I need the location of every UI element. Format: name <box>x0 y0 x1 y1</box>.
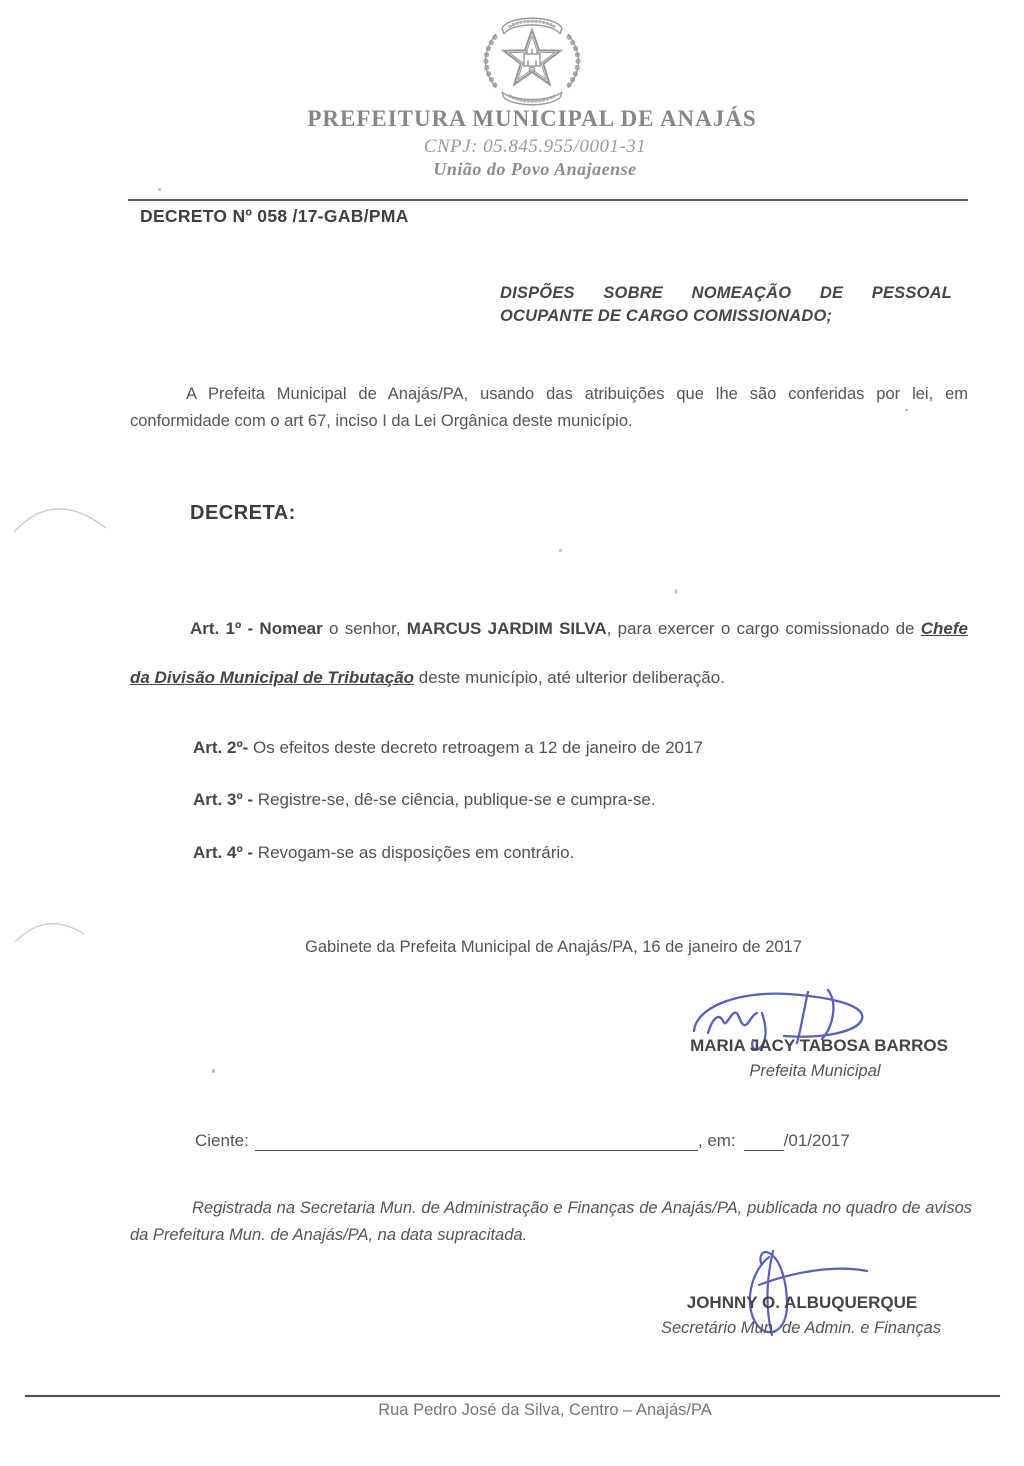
article-3-text: Registre-se, dê-se ciência, publique-se e cumpra-se. <box>253 790 656 809</box>
scan-noise-dot <box>905 409 908 411</box>
article-1 <box>130 604 968 702</box>
decree-number: DECRETO Nº 058 /17-GAB/PMA <box>140 206 409 226</box>
org-motto: União do Povo Anajaense <box>433 159 637 179</box>
acknowledgment-line <box>195 1131 850 1151</box>
article-1-label: Art. 1º - Nomear <box>190 619 323 638</box>
appointed-position: Chefe da Divisão Municipal de Tributação <box>130 619 968 687</box>
appointee-name: MARCUS JARDIM SILVA <box>406 619 607 638</box>
secretary-signature-title: Secretário Mun. de Admin. e Finanças <box>660 1319 942 1337</box>
article-2 <box>193 738 703 758</box>
ciente-date-suffix: /01/2017 <box>783 1131 850 1150</box>
footer-divider <box>25 1395 1000 1397</box>
article-1-pre: o senhor, <box>322 619 407 638</box>
footer-address: Rua Pedro José da Silva, Centro – Anajás/PA <box>378 1401 712 1419</box>
article-1-post: deste município, até ulterior deliberação. <box>414 668 725 687</box>
decree-subject: DISPÕES SOBRE NOMEAÇÃO DE PESSOAL OCUPANTE DE CARGO COMISSIONADO; <box>500 284 952 325</box>
secretary-signature-name: JOHNNY O. ALBUQUERQUE <box>686 1293 918 1312</box>
scan-artifact-arc <box>12 906 90 946</box>
ciente-label: Ciente: <box>195 1131 249 1150</box>
preamble: A Prefeita Municipal de Anajás/PA, usando das atribuições que lhe são conferidas por lei, em conformidade com o art 67, inciso I da Lei Orgânica deste município. <box>130 385 968 430</box>
header-divider <box>128 199 968 201</box>
article-1-mid: , para exercer o cargo comissionado de <box>606 619 921 638</box>
article-3-label: Art. 3º - <box>193 790 254 809</box>
article-4-label: Art. 4º - <box>193 843 254 862</box>
article-2-label: Art. 2º- <box>193 738 249 757</box>
article-4-text: Revogam-se as disposições em contrário. <box>253 843 575 862</box>
scan-artifact-arc <box>10 486 110 538</box>
scan-noise-dot <box>559 549 562 552</box>
place-and-date: Gabinete da Prefeita Municipal de Anajás/PA, 16 de janeiro de 2017 <box>305 938 802 956</box>
mayor-signature-name: MARIA JACY TABOSA BARROS <box>690 1036 948 1055</box>
mayor-signature-title: Prefeita Municipal <box>749 1062 881 1080</box>
municipal-coat-of-arms-icon <box>470 8 594 108</box>
ciente-day-blank <box>744 1131 784 1151</box>
scan-noise-dot <box>158 188 161 191</box>
article-4 <box>193 843 574 863</box>
scan-noise-dot <box>675 589 677 594</box>
article-2-text: Os efeitos deste decreto retroagem a 12 de janeiro de 2017 <box>248 738 703 757</box>
ciente-em-label: , em: <box>697 1131 736 1150</box>
decreta-heading: DECRETA: <box>190 502 296 524</box>
org-cnpj: CNPJ: 05.845.955/0001-31 <box>423 136 647 157</box>
ciente-signature-blank <box>255 1131 698 1151</box>
org-name: PREFEITURA MUNICIPAL DE ANAJÁS <box>307 106 757 131</box>
article-3 <box>193 790 656 810</box>
registration-note: Registrada na Secretaria Mun. de Administração e Finanças de Anajás/PA, publicada no quadro de avisos da Prefeitura Mun. de Anajás/PA, na data supracitada. <box>130 1199 972 1244</box>
scan-noise-dot <box>212 1069 215 1073</box>
